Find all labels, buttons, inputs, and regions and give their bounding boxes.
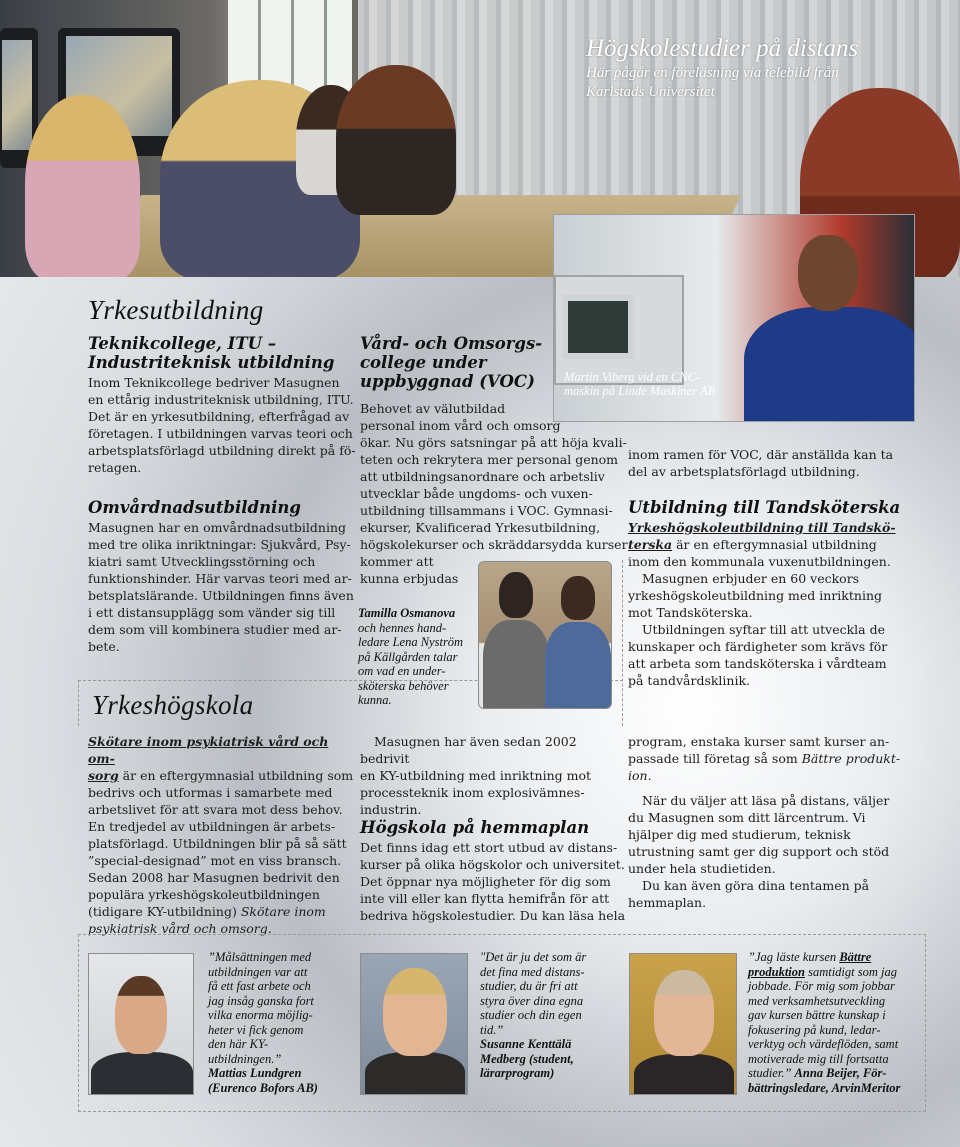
quote2-text: "Det är ju det som är det fina med distans- studier, du är fri att styra över dina egna studier och din egen tid.” Susanne Kenttälä Medberg (student, lärarprogram) [480, 950, 587, 1080]
quote3-photo [629, 953, 737, 1095]
header-subtitle-2: Karlstads Universitet [586, 84, 715, 100]
teknikcollege-heading-2: Industriteknisk utbildning [88, 353, 335, 372]
voc-heading-2: college under [360, 353, 487, 372]
quote1-company: (Eurenco Bofors AB) [208, 1080, 318, 1095]
voc-heading-1: Vård- och Omsorgs- [360, 334, 543, 353]
tandskoterska-heading: Utbildning till Tandsköterska [628, 498, 901, 517]
yrkeshogskola-title: Yrkeshögskola [92, 690, 254, 720]
hemmaplan-section [360, 818, 635, 924]
header-title: Högskolestudier på distans [586, 35, 859, 62]
person-4 [336, 65, 456, 215]
teknikcollege-heading-1: Teknikcollege, ITU – [88, 334, 277, 353]
worker-body [744, 307, 915, 422]
quote1-text: ”Målsättningen med utbildningen var att få ett fast arbete och jag insåg ganska fort vilka enorma möjlig- heter vi fick genom den här KY- utbildningen.” Mattias Lundgren (Eurenco Bofors AB) [208, 950, 318, 1095]
yrkesutbildning-title: Yrkesutbildning [88, 295, 264, 325]
teknikcollege-body: Inom Teknikcollege bedriver Masugnen en ettårig industriteknisk utbildning, ITU. Det är en yrkesutbildning, efterfrågad av företagen. I utbildningen varvas teori och arbetsplatsförlagd utbildning direkt på fö- retagen. [88, 375, 356, 475]
quote3-text: ”Jag läste kursen Bättre produktion samtidigt som jag jobbade. För mig som jobbar med verksamhetsutveckling gav kursen bättre kunskap i fokusering på kund, ledar- verktyg och värdeflöden, samt motiverade mig till fortsatta studier.” Anna Beijer, För- bättringsledare, ArvinMeritor [748, 950, 901, 1095]
ky-processteknik: Masugnen har även sedan 2002 bedrivit en KY-utbildning med inriktning mot processteknik inom explosivämnes- industrin. [360, 734, 591, 817]
quote1-name: Mattias Lundgren [208, 1066, 302, 1080]
yrkeshogskola-body: Skötare inom psykiatrisk vård och om- sorg är en eftergymnasial utbildning som bedrivs och utformas i samarbete med arbetslivet för att svara mot dess behov. En tredjedel av utbildningen är arbets- platsförlagd. Utbildningen blir på så sätt ”special-designad” mot en viss bransch. Sedan 2008 har Masugnen bedrivit den populära yrkeshögskoleutbildningen (tidigare KY-utbildning) Skötare inom psykiatrisk vård och omsorg. [88, 734, 354, 936]
header-subtitle-1: Här pågår en föreläsning via telebild från [586, 65, 839, 81]
quote2-photo [360, 953, 468, 1095]
tandskoterska-body: Yrkeshögskoleutbildning till Tandskö- terska är en eftergymnasial utbildning inom den kommunala vuxenutbildningen. Masugnen erbjuder en 60 veckors yrkeshögskoleutbildning med inriktning mot Tandsköterska. Utbildningen syftar till att utveckla de kunskaper och färdigheter som krävs för att arbeta som tandsköterska i vårdteam på tandvårdsklinik. [628, 520, 896, 688]
hemmaplan-heading: Högskola på hemmaplan [360, 818, 590, 837]
voc-body: Behovet av välutbildad personal inom vård och omsorg ökar. Nu görs satsningar på att höja kvali- teten och rekrytera mer personal genom att utbildningsanordnare och arbetsliv utvecklar både ungdoms- och vuxen- utbildning tillsammans i VOC. Gymnasi- ekurser, Kvalificerad Yrkesutbildning, högskolekurser och skräddarsydda kurser kommer att kunna erbjudas [360, 401, 628, 586]
voc-section [360, 334, 635, 391]
cnc-caption: Martin Viberg vid en CNC- maskin på Linde Maskiner AB [564, 370, 716, 398]
voc-photo [478, 561, 612, 709]
omvardnad-heading: Omvårdnadsutbildning [88, 498, 301, 517]
distans-continued: program, enstaka kurser samt kurser an- passade till företag så som Bättre produkt- ion. När du väljer att läsa på distans, väljer du Masugnen som ditt lärcentrum. Vi hjälper dig med studierum, teknisk utrustning samt ger dig support och stöd under hela studietiden. Du kan även göra dina tentamen på hemmaplan. [628, 734, 901, 910]
voc-continued: inom ramen för VOC, där anställda kan ta del av arbetsplatsförlagd utbildning. [628, 447, 894, 479]
quote3-name: Anna Beijer, För- [794, 1066, 887, 1080]
worker-head [798, 235, 858, 311]
header-title-block [586, 34, 956, 102]
quote1-photo [88, 953, 194, 1095]
voc-photo-caption: Tamilla Osmanova och hennes hand- ledare Lena Nyström på Källgården talar om vad en under- sköterska behöver kunna. [358, 606, 464, 707]
tandskoterska-section [628, 498, 918, 689]
quote2-name: Susanne Kenttälä [480, 1037, 572, 1051]
teknikcollege-section [88, 334, 358, 476]
omvardnad-section [88, 498, 358, 655]
omvardnad-body: Masugnen har en omvårdnadsutbildning med tre olika inriktningar: Sjukvård, Psy- kiatri samt Utvecklingsstörning och funktionshinder. Här varvas teori med ar- betsplatslärande. Utbildningen finns även i ett distansupplägg som vänder sig till dem som vill kombinera studier med ar- bete. [88, 520, 354, 654]
person-1 [25, 95, 140, 277]
hemmaplan-body: Det finns idag ett stort utbud av distans- kurser på olika högskolor och universitet. Det öppnar nya möjligheter för dig som inte vill eller kan flytta hemifrån för att bedriva högskolestudier. Du kan läsa hela [360, 840, 626, 923]
voc-heading-3: uppbyggnad (VOC) [360, 372, 535, 391]
